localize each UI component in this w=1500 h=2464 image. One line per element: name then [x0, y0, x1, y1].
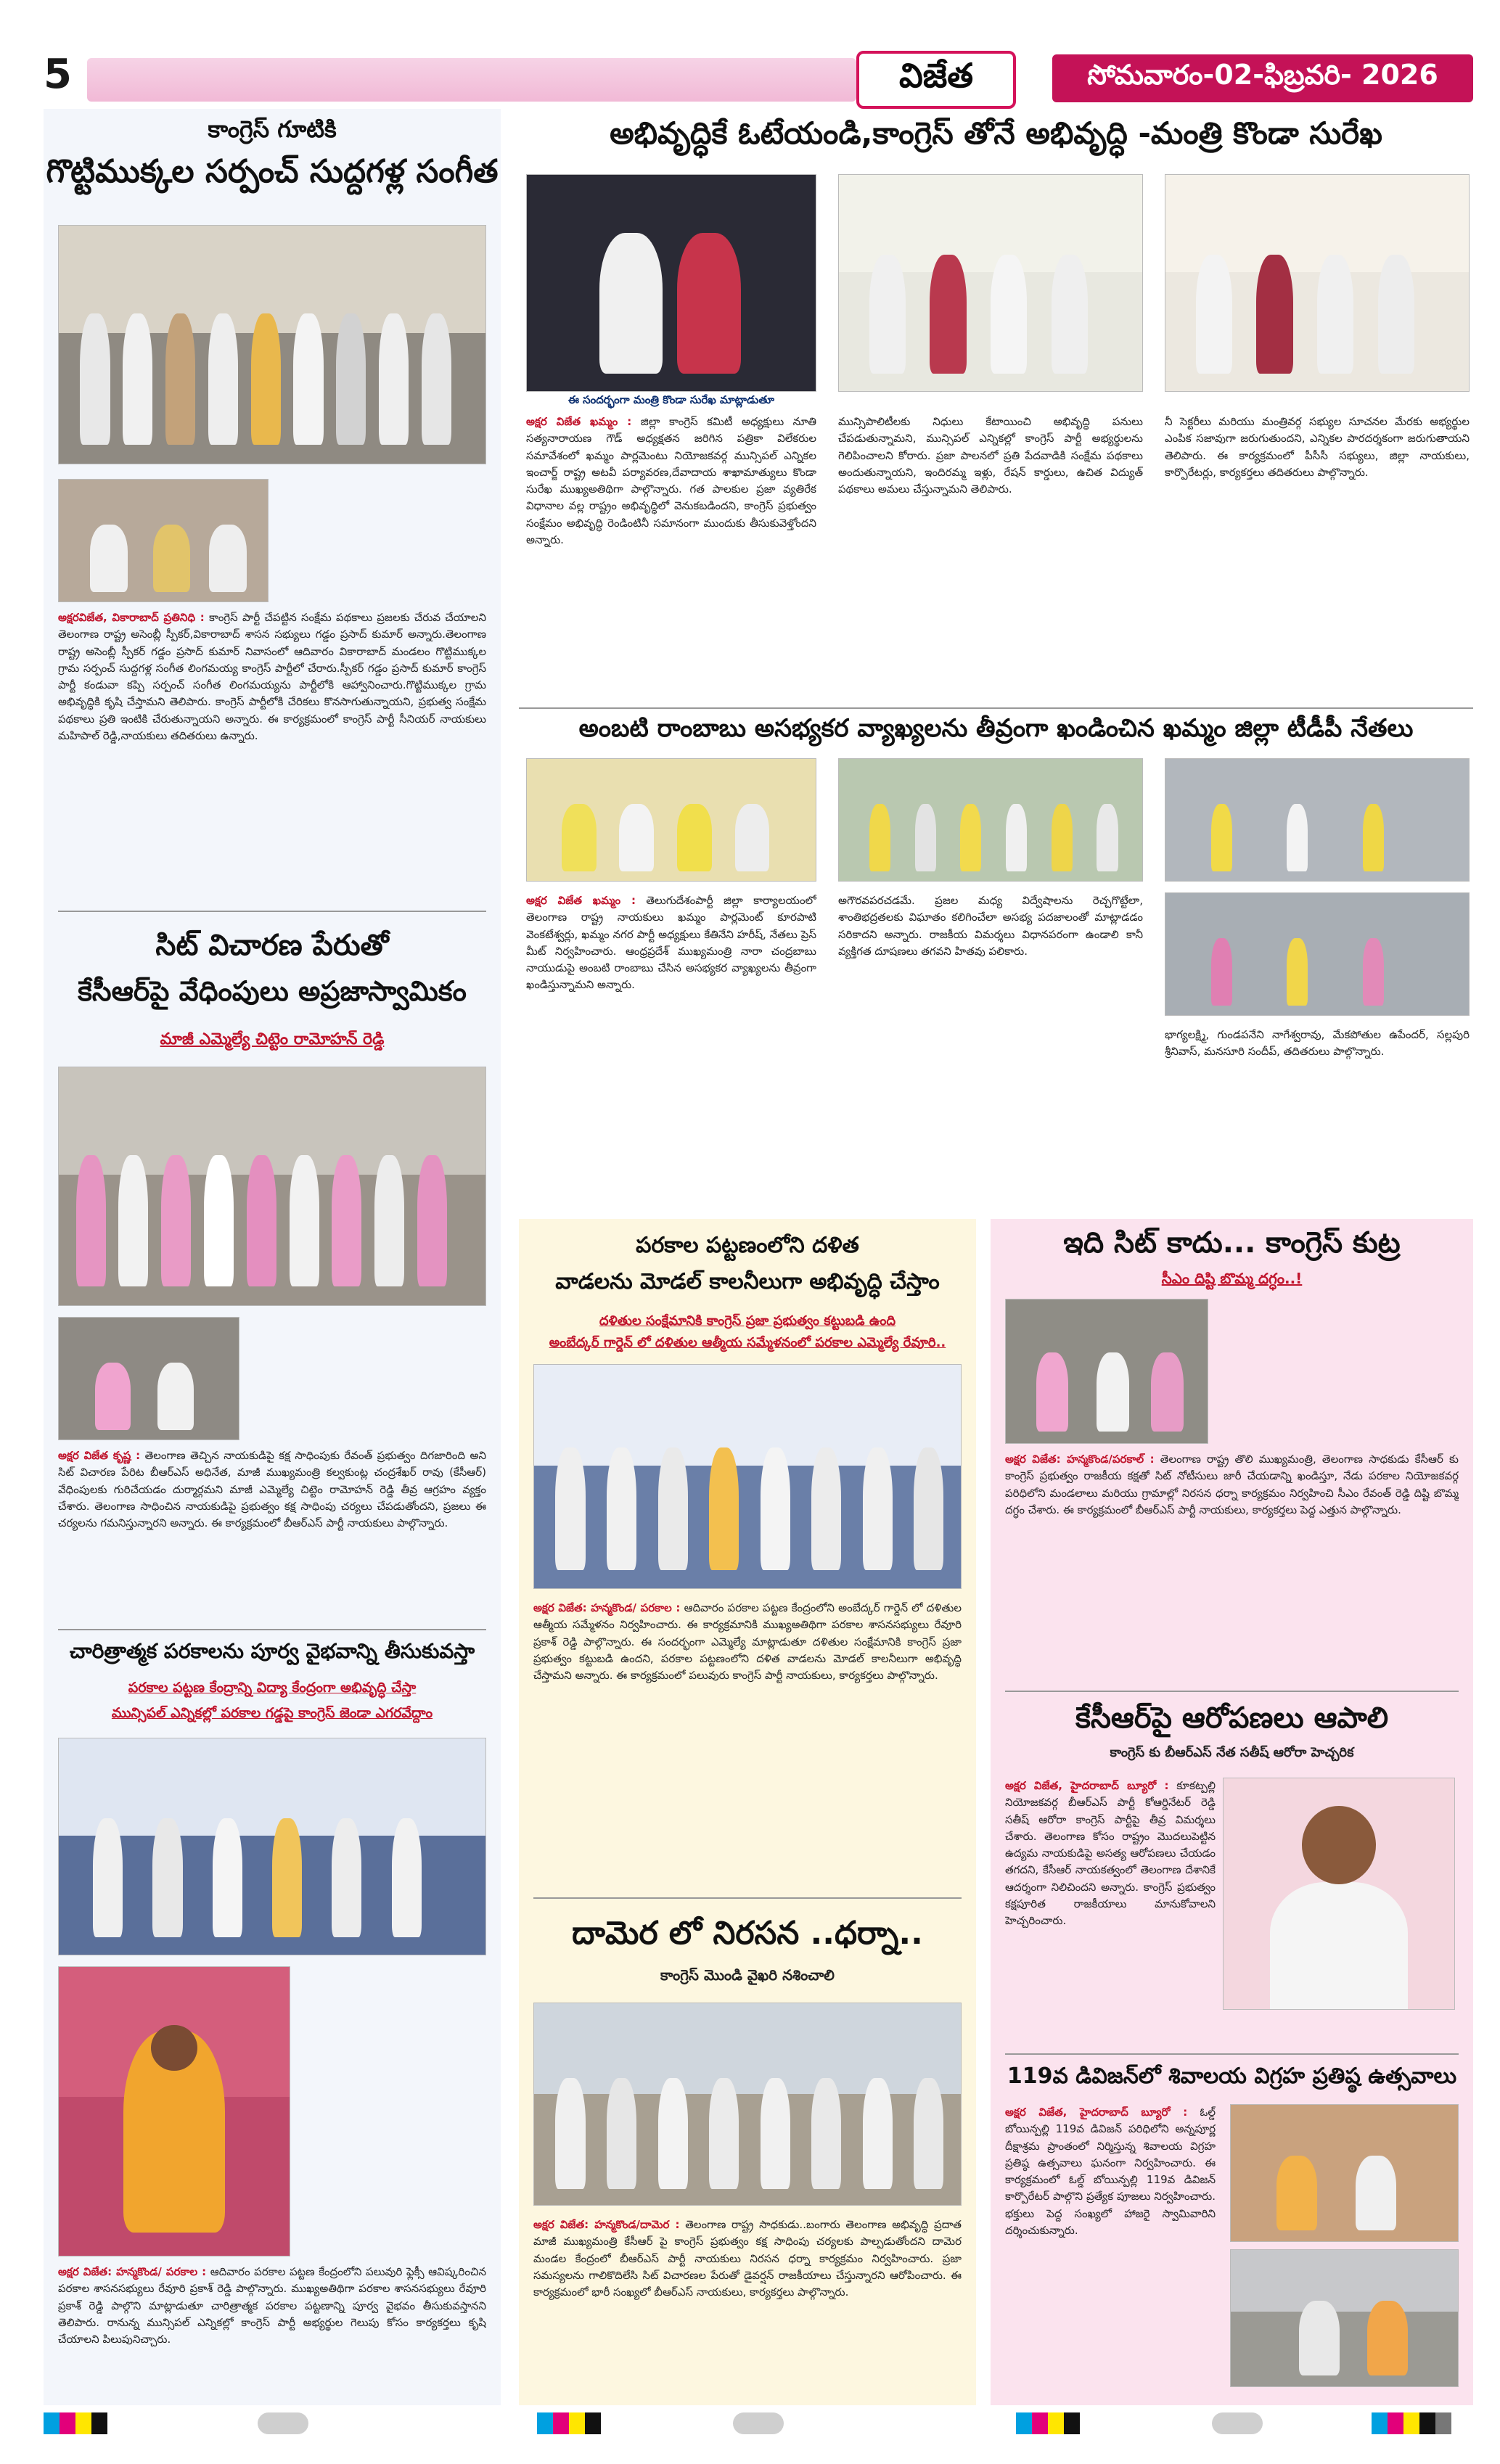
story2-body: [58, 1447, 486, 1625]
right-mid-lead: అక్షర విజేత ఖమ్మం :: [526, 894, 636, 907]
registration-marks-2: [537, 2412, 601, 2434]
right-mid-body-col1: [526, 892, 816, 1204]
right-story1-lead: అక్షర విజేత: హన్మకొండ/పరకాల్ :: [1005, 1453, 1155, 1466]
center-story1-headline-line1: పరకాల పట్టణంలోని దళిత: [636, 1233, 859, 1258]
right-top-lead: అక్షర విజేత ఖమ్మం :: [526, 415, 632, 428]
center-story1-text: ఆదివారం పరకాల పట్టణ కేంద్రంలోని అంబేద్కర్ గార్డెన్ లో దళితుల ఆత్మీయ సమ్మేళనం నిర్వహించారు. ఈ కార్యక్రమానికి ముఖ్యఅతిథిగా పరకాల శాసనసభ్యులు రేవూరి ప్రకాశ్ రెడ్డి పాల్గొన్నారు. ఈ సందర్భంగా ఎమ్మెల్యే మాట్లాడుతూ దళితుల సంక్షేమానికి కాంగ్రెస్ ప్రజా ప్రభుత్వం కట్టుబడి ఉందని, పరకాల పట్టణంలోని దళిత వాడలను మోడల్ కాలనీలుగా అభివృద్ధి చేస్తామని అన్నారు. ఈ కార్యక్రమంలో పలువురు కాంగ్రెస్ పార్టీ నాయకులు, కార్యకర్తలు పాల్గొన్నారు.: [533, 1601, 962, 1682]
registration-oval-3: [1212, 2412, 1263, 2434]
center-story2-text: తెలంగాణ రాష్ట్ర సాధకుడు..బంగారు తెలంగాణ అభివృద్ధి ప్రదాత మాజీ ముఖ్యమంత్రి కేసీఆర్ పై కాంగ్రెస్ ప్రభుత్వం కక్ష సాధింపు చర్యలకు పాల్పడుతోందని దామెర మండల కేంద్రంలో బీఆర్ఎస్ పార్టీ నాయకులు నిరసన ధర్నా కార్యక్రమం నిర్వహించారు. ప్రజా సమస్యలను గాలికొదిలేసి సిట్ విచారణల పేరుతో డైవర్షన్ రాజకీయాలు చేస్తున్నారని ఆరోపించారు. ఈ కార్యక్రమంలో భారీ సంఖ్యలో బీఆర్ఎస్ నాయకులు, కార్యకర్తలు పాల్గొన్నారు.: [533, 2218, 962, 2299]
masthead: [856, 51, 1016, 109]
registration-oval-2: [733, 2412, 784, 2434]
right-story2-lead: అక్షర విజేత, హైదరాబాద్ బ్యూరో :: [1005, 1779, 1169, 1792]
center-story1-lead: అక్షర విజేత: హన్మకొండ/ పరకాల :: [533, 1601, 681, 1614]
right-bottom-divider-1: [1005, 1691, 1459, 1692]
page-number: 5: [44, 51, 72, 98]
registration-marks-3: [1016, 2412, 1080, 2434]
right-top-photo-panel: [1165, 174, 1470, 392]
header-ribbon: [87, 58, 856, 102]
right-top-body-col1: [526, 414, 816, 697]
right-story2-text: కూకట్పల్లి నియోజకవర్గ బీఆర్ఎస్ పార్టీ కోఆర్డినేటర్ రెడ్డి సతీష్ ఆరోరా కాంగ్రెస్ పార్టీపై తీవ్ర విమర్శలు చేశారు. తెలంగాణ కోసం రాష్ట్రం మొదలుపెట్టిన ఉద్యమ నాయకుడిపై అసత్య ఆరోపణలు చేయడం తగదని, కేసీఆర్ నాయకత్వంలో తెలంగాణ దేశానికే ఆదర్శంగా నిలిచిందని అన్నారు. కాంగ్రెస్ ప్రభుత్వం కక్షపూరిత రాజకీయాలు మానుకోవాలని హెచ్చరించారు.: [1005, 1779, 1216, 1927]
story1-body: [58, 609, 486, 907]
right-divider-1: [519, 707, 1473, 709]
story1-speaker-photo: [58, 479, 269, 602]
right-story3-headline: 119వ డివిజన్‌లో శివాలయ విగ్రహ ప్రతిష్ఠ ఉత్సవాలు: [1007, 2063, 1457, 2089]
story3-lead: అక్షర విజేత: హన్మకొండ/ పరకాల :: [58, 2265, 207, 2278]
right-story1-photo: [1005, 1299, 1208, 1444]
right-bottom-divider-2: [1005, 2053, 1459, 2055]
story1-group-photo: [58, 225, 486, 464]
right-story1-subline: సీఎం దిష్టి బొమ్మ దగ్ధం..!: [1161, 1270, 1303, 1287]
right-bottom-column: [991, 1219, 1473, 2405]
center-bottom-column: [519, 1219, 976, 2405]
left-divider-2: [58, 1629, 486, 1630]
right-top-body-col2: మున్సిపాలిటీలకు నిధులు కేటాయించి అభివృద్ధి పనులు చేపడుతున్నామని, మున్సిపల్ ఎన్నికల్లో కాంగ్రెస్ పార్టీ అభ్యర్థులను గెలిపించాలని కోరారు. ప్రజా పాలనలో ప్రతి పేదవాడికి సంక్షేమ పథకాలు అందుతున్నాయని, ఇందిరమ్మ ఇళ్లు, రేషన్ కార్డులు, ఉచిత విద్యుత్ పథకాలు అమలు చేస్తున్నామని తెలిపారు.: [838, 415, 1143, 496]
center-story2-photo: [533, 2003, 962, 2206]
right-mid-body-col3: భాగ్యలక్ష్మి, గుండపనేని నాగేశ్వరావు, మేకపోతుల ఉపేందర్, సల్లపురి శ్రీనివాస్, మనసూరి సందీప్, తదితరులు పాల్గొన్నారు.: [1165, 1028, 1470, 1059]
story3-sub2: మున్సిపల్ ఎన్నికల్లో పరకాల గడ్డపై కాంగ్రెస్ జెండా ఎగరవేద్దాం: [111, 1705, 433, 1721]
right-story1-text: తెలంగాణ రాష్ట్ర తొలి ముఖ్యమంత్రి, తెలంగాణ సాధకుడు కేసీఆర్ కు కాంగ్రెస్ ప్రభుత్వం రాజకీయ కక్షతో సిట్ నోటీసులు జారీ చేయడాన్ని ఖండిస్తూ, నేడు పరకాల నియోజకవర్గ పరిధిలోని మండలాలు మరియు గ్రామాల్లో నిరసన ధర్నా కార్యక్రమం నిర్వహించి సీఎం రేవంత్ రెడ్డి దిష్టి బొమ్మ దగ్ధం చేశారు. ఈ కార్యక్రమంలో బీఆర్ఎస్ పార్టీ నాయకులు, కార్యకర్తలు పెద్ద ఎత్తున పాల్గొన్నారు.: [1005, 1453, 1459, 1516]
page-header: [44, 51, 1473, 109]
issue-date: సోమవారం-02-ఫిబ్రవరి- 2026: [1052, 54, 1473, 102]
center-divider: [533, 1897, 962, 1899]
center-story2-subline: కాంగ్రెస్ మొండి వైఖరి నశించాలి: [660, 1966, 835, 1984]
center-story1-sub2: అంబేద్కర్ గార్డెన్ లో దళితుల ఆత్మీయ సమ్మేళనంలో పరకాల ఎమ్మెల్యే రేవూరి..: [549, 1335, 946, 1350]
story3-speaker-photo: [58, 1966, 290, 2256]
right-top-text-1: జిల్లా కాంగ్రెస్ కమిటీ అధ్యక్షులు నూతి సత్యనారాయణ గౌడ్ అధ్యక్షతన జరిగిన పత్రికా విలేకరుల సమావేశంలో ఖమ్మం పార్లమెంటు నియోజకవర్గ మున్సిపల్ ఎన్నికల ఇంచార్జ్ రాష్ట్ర అటవీ పర్యావరణ,దేవాదాయ శాఖామాత్యులు కొండా సురేఖ ముఖ్యఅతిథిగా పాల్గొన్నారు. గత పాలకుల ప్రజా వ్యతిరేక విధానాల వల్ల రాష్ట్రం అభివృద్ధిలో వెనుకబడిందని, కాంగ్రెస్ ప్రభుత్వం సంక్షేమం అభివృద్ధి రెండింటినీ సమానంగా ముందుకు తీసుకువెళ్తోందని అన్నారు.: [526, 415, 816, 546]
right-story3-body: [1005, 2104, 1216, 2394]
story3-text: ఆదివారం పరకాల పట్టణ కేంద్రంలోని పలువురి ఫ్లెక్సీ ఆవిష్కరించిన పరకాల శాసనసభ్యులు రేవూరి ప్రకాశ్ రెడ్డి పాల్గొన్నారు. ముఖ్యఅతిథిగా పరకాల శాసనసభ్యులు రేవూరి ప్రకాశ్ రెడ్డి పాల్గొని మాట్లాడుతూ చారిత్రాత్మక పరకాల పట్టణాన్ని పూర్వ వైభవం తీసుకువస్తానని తెలిపారు. రానున్న మున్సిపల్ ఎన్నికల్లో కాంగ్రెస్ పార్టీ అభ్యర్థుల గెలుపు కోసం కార్యకర్తలు కృషి చేయాలని పిలుపునిచ్చారు.: [58, 2265, 486, 2346]
story3-body: [58, 2264, 486, 2394]
registration-oval-1: [258, 2412, 308, 2434]
right-story2-headline: కేసీఆర్‌పై ఆరోపణలు ఆపాలి: [1075, 1701, 1389, 1735]
right-story1-body: [1005, 1451, 1459, 1683]
right-story2-subline: కాంగ్రెస్ కు బీఆర్ఎస్ నేత సతీష్ ఆరోరా హెచ్చరిక: [1110, 1745, 1354, 1760]
story2-text: తెలంగాణ తెచ్చిన నాయకుడిపై కక్ష సాధింపుకు రేవంత్ ప్రభుత్వం దిగజారింది అని సిట్ విచారణ పేరిట బీఆర్ఎస్ అధినేత, మాజీ ముఖ్యమంత్రి కల్వకుంట్ల చంద్రశేఖర్ రావు (కేసీఆర్) వేధింపులకు గురిచేయడం దుర్మార్గమని మాజీ ఎమ్మెల్యే చిట్టెం రామోహన్ రెడ్డి తీవ్ర ఆగ్రహం వ్యక్తం చేశారు. తెలంగాణ సాధించిన నాయకుడిపై ప్రభుత్వం కక్ష సాధింపు చర్యలు చేపడుతోందని, ప్రజలు ఈ చర్యలను గమనిస్తున్నారని అన్నారు. ఈ కార్యక్రమంలో బీఆర్ఎస్ పార్టీ నాయకులు పాల్గొన్నారు.: [58, 1449, 486, 1529]
story1-text: కాంగ్రెస్ పార్టీ చేపట్టిన సంక్షేమ పథకాలు ప్రజలకు చేరువ చేయాలని తెలంగాణ రాష్ట్ర అసెంబ్లీ స్పీకర్,వికారాబాద్ శాసన సభ్యులు గడ్డం ప్రసాద్ కుమార్ అన్నారు.తెలంగాణ రాష్ట్ర అసెంబ్లీ స్పీకర్ గడ్డం ప్రసాద్ కుమార్ నివాసంలో ఆదివారం వికారాబాద్ మండలం గొట్టిముక్కల గ్రామ సర్పంచ్ సుద్దగళ్ల సంగీత లింగమయ్య కాంగ్రెస్ పార్టీలో చేరారు.స్పీకర్ గడ్డం ప్రసాద్ కుమార్ కాంగ్రెస్ పార్టీ కండువా కప్పి సర్పంచ్ సంగీత లింగమయ్యను పార్టీలోకి ఆహ్వానించారు.గొట్టిముక్కల గ్రామ అభివృద్ధికి కృషి చేస్తామని తెలిపారు. కాంగ్రెస్ పార్టీలోకి చేరికలు కొనసాగుతున్నాయని, ప్రభుత్వ సంక్షేమ పథకాలు ప్రతి ఇంటికి చేరుతున్నాయని అన్నారు. ఈ కార్యక్రమంలో కాంగ్రెస్ పార్టీ సీనియర్ నాయకులు మహిపాల్ రెడ్డి,నాయకులు తదితరులు ఉన్నారు.: [58, 611, 486, 742]
story1-kicker: కాంగ్రెస్ గూటికి: [208, 115, 337, 143]
story3-sub1: పరకాల పట్టణ కేంద్రాన్ని విద్యా కేంద్రంగా అభివృద్ధి చేస్తా: [128, 1680, 417, 1696]
center-story1-body: [533, 1600, 962, 1890]
story1-lead: అక్షరవిజేత, వికారాబాద్ ప్రతినిధి :: [58, 611, 205, 624]
right-top-photo-caption: ఈ సందర్భంగా మంత్రి కొండా సురేఖ మాట్లాడుతూ: [567, 393, 775, 406]
story2-subline: మాజీ ఎమ్మెల్యే చిట్టెం రామోహన్ రెడ్డి: [160, 1030, 385, 1048]
right-mid-body-col2: అగౌరవపరచడమే. ప్రజల మధ్య విద్వేషాలను రెచ్చగొట్టేలా, శాంతిభద్రతలకు విఘాతం కలిగించేలా అసభ్య పదజాలంతో మాట్లాడడం సరికాదని అన్నారు. రాజకీయ విమర్శలు విధానపరంగా ఉండాలి కానీ వ్యక్తిగత దూషణలు తగవని హితవు పలికారు.: [838, 894, 1143, 958]
story2-lead: అక్షర విజేత కృష్ణ :: [58, 1449, 141, 1462]
right-top-body-col3: నీ సెక్టరీలు మరియు మంత్రివర్గ సభ్యుల సూచనల మేరకు అభ్యర్థుల ఎంపిక సజావుగా జరుగుతుందని, ఎన్నికల పారదర్శకంగా జరుగుతాయని తెలిపారు. ఈ కార్యక్రమంలో పీసీసీ సభ్యులు, జిల్లా నాయకులు, కార్పొరేటర్లు, కార్యకర్తలు తదితరులు పాల్గొన్నారు.: [1165, 415, 1470, 479]
right-top-photo-press: [838, 174, 1143, 392]
story2-protest-photo: [58, 1067, 486, 1306]
story2-headline-line2: కేసీఆర్‌పై వేధింపులు అప్రజాస్వామికం: [78, 975, 467, 1007]
center-story1-photo: [533, 1364, 962, 1589]
center-story1-headline-line2: వాడలను మోడల్ కాలనీలుగా అభివృద్ధి చేస్తాం: [555, 1269, 940, 1294]
right-story1-headline: ఇది సిట్ కాదు... కాంగ్రెస్ కుట్ర: [1063, 1226, 1401, 1260]
right-mid-photo-rally: [1165, 758, 1470, 882]
story3-headline: చారిత్రాత్మక పరకాలను పూర్వ వైభవాన్ని తీసుకువస్తా: [69, 1639, 475, 1663]
right-story3-photo-temple: [1230, 2249, 1459, 2387]
registration-marks-4: [1372, 2412, 1451, 2434]
right-top-headline: అభివృద్ధికే ఓటేయండి,కాంగ్రెస్ తోనే అభివృద్ధి -మంత్రి కొండా సురేఖ: [610, 115, 1382, 151]
registration-marks-1: [44, 2412, 107, 2434]
right-mid-text-1: తెలుగుదేశంపార్టీ జిల్లా కార్యాలయంలో తెలంగాణ రాష్ట్ర నాయకులు ఖమ్మం పార్లమెంట్ కూరపాటి వెంకటేశ్వర్లు, ఖమ్మం నగర పార్టీ అధ్యక్షులు కేతినేని హరీష్, నేతలు ప్రెస్ మీట్ నిర్వహించారు. ఆంధ్రప్రదేశ్ ముఖ్యమంత్రి నారా చంద్రబాబు నాయుడుపై అంబటి రాంబాబు చేసిన అసభ్యకర వ్యాఖ్యలను తీవ్రంగా ఖండిస్తున్నామని అన్నారు.: [526, 894, 816, 992]
right-mid-photo-group: [838, 758, 1143, 882]
story2-effigy-photo: [58, 1317, 239, 1440]
center-story2-lead: అక్షర విజేత: హన్మకొండ/దామెర :: [533, 2218, 680, 2231]
story1-headline: గొట్టిముక్కల సర్పంచ్ సుద్దగళ్ల సంగీత: [46, 153, 499, 190]
right-story2-body: [1005, 1778, 1216, 2155]
right-story2-portrait: [1223, 1778, 1455, 2010]
story2-headline-line1: సిట్ విచారణ పేరుతో: [155, 929, 389, 962]
center-story2-body: [533, 2217, 962, 2398]
story3-stage-photo: [58, 1738, 486, 1955]
left-divider-1: [58, 911, 486, 912]
right-mid-story: [519, 715, 1473, 1208]
right-top-photo-greeting: [526, 174, 816, 392]
right-mid-photo-women: [1165, 892, 1470, 1016]
right-story3-text: ఓల్డ్ బోయిన్పల్లి 119వ డివిజన్ పరిధిలోని అన్నపూర్ణ దీక్షాశ్రమ ప్రాంతంలో నిర్మిస్తున్న శివాలయ విగ్రహ ప్రతిష్ఠ ఉత్సవాలు ఘనంగా నిర్వహించారు. ఈ కార్యక్రమంలో ఓల్డ్ బోయిన్పల్లి 119వ డివిజన్ కార్పొరేటర్ పాల్గొని ప్రత్యేక పూజలు నిర్వహించారు. భక్తులు పెద్ద సంఖ్యలో హాజరై స్వామివారిని దర్శించుకున్నారు.: [1005, 2106, 1216, 2237]
right-story3-photo-ritual: [1230, 2104, 1459, 2242]
left-column: [44, 109, 501, 2405]
right-mid-headline: అంబటి రాంబాబు అసభ్యకర వ్యాఖ్యలను తీవ్రంగా ఖండించిన ఖమ్మం జిల్లా టీడీపీ నేతలు: [578, 715, 1414, 743]
center-story1-sub1: దళితుల సంక్షేమానికి కాంగ్రెస్ ప్రజా ప్రభుత్వం కట్టుబడి ఉంది: [599, 1313, 896, 1328]
right-mid-photo-meeting: [526, 758, 816, 882]
center-story2-headline: దామెర లో నిరసన ..ధర్నా..: [572, 1915, 923, 1952]
right-top-story: [519, 109, 1473, 704]
masthead-title: విజేత: [898, 56, 974, 95]
right-story3-lead: అక్షర విజేత, హైదరాబాద్ బ్యూరో :: [1005, 2106, 1188, 2119]
